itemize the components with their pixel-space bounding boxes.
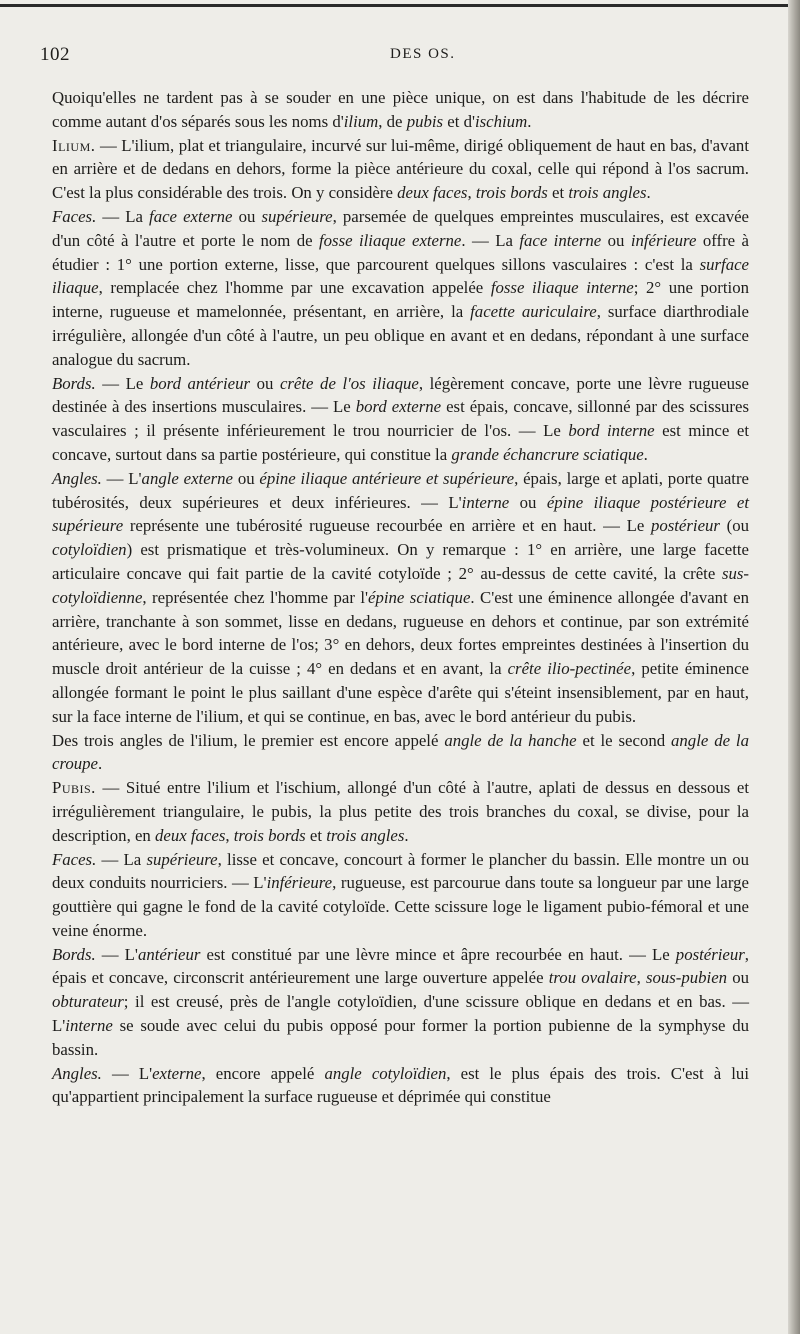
italic-term: Bords. bbox=[52, 944, 96, 964]
italic-term: obturateur bbox=[52, 992, 124, 1012]
italic-term: interne bbox=[461, 492, 510, 512]
text-run: — Situé entre l'ilium et l'ischium, allongé d'un côté à l'autre, aplati de dessus en dessous et irrégulièrement triangulaire, le pubis, la plus petite des trois branches du coxal, se divise, pour la description, en bbox=[52, 778, 749, 845]
text-run: . — La bbox=[461, 230, 520, 250]
text-run: , légèrement concave, porte une lèvre rugueuse destinée à des insertions musculaires. — Le bbox=[52, 373, 749, 417]
italic-term: crête de l'os iliaque bbox=[279, 373, 419, 393]
paragraph-ilium bbox=[52, 134, 749, 205]
text-run: représente une tubérosité rugueuse recourbée en arrière et en haut. — Le bbox=[123, 516, 651, 536]
page-number: 102 bbox=[40, 44, 70, 65]
italic-term: trois angles bbox=[568, 183, 647, 203]
text-run: , de bbox=[378, 111, 407, 131]
italic-term: angle de la croupe bbox=[52, 730, 749, 774]
italic-term: ilium bbox=[343, 111, 379, 131]
text-run: , bbox=[467, 183, 476, 203]
text-run: — L' bbox=[101, 468, 142, 488]
italic-term: Angles. bbox=[52, 1063, 102, 1083]
italic-term: trois angles bbox=[326, 825, 405, 845]
italic-term: deux faces bbox=[397, 183, 468, 203]
text-run: , représentée chez l'homme par l' bbox=[142, 587, 369, 607]
text-run: . bbox=[646, 183, 651, 203]
italic-term: fosse iliaque interne bbox=[490, 278, 634, 298]
text-run: Des trois angles de l'ilium, le premier est encore appelé bbox=[52, 730, 445, 750]
paragraph-ilium-angles bbox=[52, 467, 749, 729]
text-run: Quoiqu'elles ne tardent pas à se souder en une pièce unique, on est dans l'habitude de les décrire comme autant d'os séparés sous les noms d' bbox=[52, 88, 749, 131]
italic-term: bord externe bbox=[355, 397, 442, 417]
text-run: se soude avec celui du pubis opposé pour former la portion pubienne de la symphyse du bassin. bbox=[52, 1016, 749, 1059]
text-run: — La bbox=[96, 206, 150, 226]
text-run: , parsemée de quelques empreintes musculaires, est excavée d'un côté à l'autre et porte le nom de bbox=[52, 206, 749, 250]
text-run: offre à étudier : 1° une portion externe, lisse, que parcourent quelques sillons vasculaires : c'est la bbox=[52, 230, 749, 274]
text-run: , rugueuse, est parcourue dans toute sa longueur par une large gouttière qui gagne le fond de la cavité cotyloïde. Cette scissure loge le ligament pubio-fémoral et une veine énorme. bbox=[52, 873, 749, 940]
running-title: DES OS. bbox=[390, 46, 456, 62]
italic-term: épine sciatique bbox=[368, 587, 471, 607]
text-run: — L' bbox=[101, 1063, 153, 1083]
italic-term: inférieure bbox=[266, 873, 333, 893]
italic-term: Bords. bbox=[52, 373, 96, 393]
text-run: ou bbox=[232, 206, 262, 226]
page-top-rule bbox=[0, 4, 790, 7]
text-run: — Le bbox=[95, 373, 150, 393]
italic-term: trou ovalaire bbox=[548, 968, 637, 988]
text-run: ou bbox=[250, 373, 280, 393]
text-run: . bbox=[643, 444, 648, 464]
text-run: est mince et concave, surtout dans sa partie postérieure, qui constitue la bbox=[52, 421, 750, 464]
italic-term: sous-pubien bbox=[645, 968, 728, 988]
italic-term: cotyloïdien bbox=[52, 540, 127, 560]
italic-term: bord interne bbox=[568, 421, 655, 441]
paragraph-pubis bbox=[52, 776, 749, 847]
italic-term: crête ilio-pectinée bbox=[507, 659, 632, 679]
text-run: et bbox=[547, 183, 569, 203]
paragraph-pubis-angles bbox=[52, 1062, 749, 1110]
italic-term: externe bbox=[152, 1063, 202, 1083]
italic-term: surface iliaque bbox=[52, 254, 749, 298]
italic-term: supérieure bbox=[261, 206, 333, 226]
text-run: , lisse et concave, concourt à former le plancher du bassin. Elle montre un ou deux conduits nourriciers. — L' bbox=[52, 849, 749, 893]
text-run: . bbox=[527, 111, 532, 131]
page-header bbox=[40, 44, 750, 68]
text-run: — La bbox=[96, 849, 147, 869]
italic-term: facette auriculaire bbox=[470, 302, 597, 322]
italic-term: inférieure bbox=[630, 230, 697, 250]
italic-term: angle de la hanche bbox=[444, 730, 577, 750]
text-run: et d' bbox=[443, 111, 475, 131]
text-run: ou bbox=[601, 230, 631, 250]
text-run: est épais, concave, sillonné par des scissures vasculaires ; il présente inférieurement le trou nourricier de l'os. — Le bbox=[52, 397, 749, 441]
italic-term: interne bbox=[65, 1016, 113, 1036]
italic-term: angle cotyloïdien bbox=[324, 1063, 447, 1083]
italic-term: sus-cotyloïdienne bbox=[52, 563, 749, 607]
italic-term: deux faces bbox=[155, 825, 226, 845]
italic-term: supérieure bbox=[146, 849, 218, 869]
section-heading: Ilium. bbox=[52, 135, 96, 155]
italic-term: face externe bbox=[149, 206, 233, 226]
text-run: ou bbox=[509, 492, 547, 512]
italic-term: postérieur bbox=[675, 944, 745, 964]
paragraph-pubis-bords bbox=[52, 943, 749, 1062]
italic-term: Faces. bbox=[52, 849, 97, 869]
text-run: (ou bbox=[719, 516, 749, 536]
text-run: — L'ilium, plat et triangulaire, incurvé sur lui-même, dirigé obliquement de haut en bas, d'avant en arrière et de dedans en dehors, forme la pièce antérieure du coxal, celle qui répond à l'os sacrum. C'est la plus considérable des trois. On y considère bbox=[52, 135, 749, 203]
text-run: ou bbox=[233, 468, 260, 488]
text-run: , épais et concave, circonscrit antérieurement une large ouverture appelée bbox=[52, 944, 749, 988]
text-run: est constitué par une lèvre mince et âpre recourbée en haut. — Le bbox=[200, 944, 676, 964]
text-run: ou bbox=[727, 968, 749, 988]
text-run: et bbox=[305, 825, 327, 845]
text-run: , bbox=[636, 968, 646, 988]
italic-term: fosse iliaque externe bbox=[318, 230, 462, 250]
text-run: . bbox=[97, 754, 103, 774]
paragraph-ilium-angle-names bbox=[52, 729, 749, 777]
italic-term: ischium bbox=[474, 111, 528, 131]
italic-term: postérieur bbox=[650, 516, 720, 536]
text-run: , épais, large et aplati, porte quatre tubérosités, deux supérieures et deux inférieures. — L' bbox=[52, 468, 750, 512]
text-run: , est le plus épais des trois. C'est à lui qu'appartient principalement la surface rugueuse et déprimée qui constitue bbox=[52, 1063, 749, 1107]
italic-term: Faces. bbox=[52, 206, 97, 226]
paragraph-ilium-bords bbox=[52, 372, 749, 467]
italic-term: trois bords bbox=[233, 825, 306, 845]
text-run: — L' bbox=[95, 944, 138, 964]
italic-term: angle externe bbox=[141, 468, 234, 488]
page-edge-shadow bbox=[788, 0, 800, 1334]
italic-term: pubis bbox=[406, 111, 444, 131]
italic-term: grande échancrure sciatique bbox=[451, 444, 644, 464]
text-run: et le second bbox=[576, 730, 672, 750]
italic-term: épine iliaque antérieure et supérieure bbox=[259, 468, 515, 488]
text-run: , bbox=[225, 825, 234, 845]
paragraph-intro bbox=[52, 86, 749, 134]
text-run: , surface diarthrodiale irrégulière, allongée d'un côté à l'autre, un peu oblique en avant et en dedans, répondant à une surface analogue du sacrum. bbox=[52, 302, 750, 369]
body-text bbox=[52, 86, 749, 1109]
text-run: , petite éminence allongée formant le point le plus saillant d'une espèce d'arête qui s'éteint insensiblement, par en haut, sur la face interne de l'ilium, et qui se continue, en bas, avec le bord antérieur du pubis. bbox=[52, 659, 749, 726]
paragraph-ilium-faces bbox=[52, 205, 749, 372]
italic-term: Angles. bbox=[52, 468, 102, 488]
text-run: , encore appelé bbox=[201, 1063, 325, 1083]
italic-term: face interne bbox=[519, 230, 602, 250]
text-run: ; il est creusé, près de l'angle cotyloïdien, d'une scissure oblique en dedans et en bas. — L' bbox=[52, 992, 749, 1036]
text-run: . bbox=[404, 825, 409, 845]
italic-term: trois bords bbox=[475, 183, 548, 203]
text-run: . C'est une éminence allongée d'avant en arrière, tranchante à son sommet, lisse en dedans, rugueuse en dehors et continue, par son extrémité antérieure, avec le bord interne de l'os; 3° en dehors, deux fortes empreintes destinées à l'insertion du muscle droit antérieur de la cuisse ; 4° en dedans et en avant, la bbox=[52, 587, 749, 679]
section-heading: Pubis. bbox=[52, 778, 96, 798]
italic-term: bord antérieur bbox=[149, 373, 250, 393]
paragraph-pubis-faces bbox=[52, 848, 749, 943]
italic-term: antérieur bbox=[137, 944, 201, 964]
text-run: , remplacée chez l'homme par une excavation appelée bbox=[98, 278, 491, 298]
text-run: ) est prismatique et très-volumineux. On y remarque : 1° en arrière, une large facette articulaire concave qui fait partie de la cavité cotyloïde ; 2° au-dessus de cette cavité, la crête bbox=[52, 540, 749, 583]
italic-term: épine iliaque postérieure et supérieure bbox=[52, 492, 749, 536]
text-run: ; 2° une portion interne, rugueuse et mamelonnée, présentant, en arrière, la bbox=[52, 278, 750, 322]
